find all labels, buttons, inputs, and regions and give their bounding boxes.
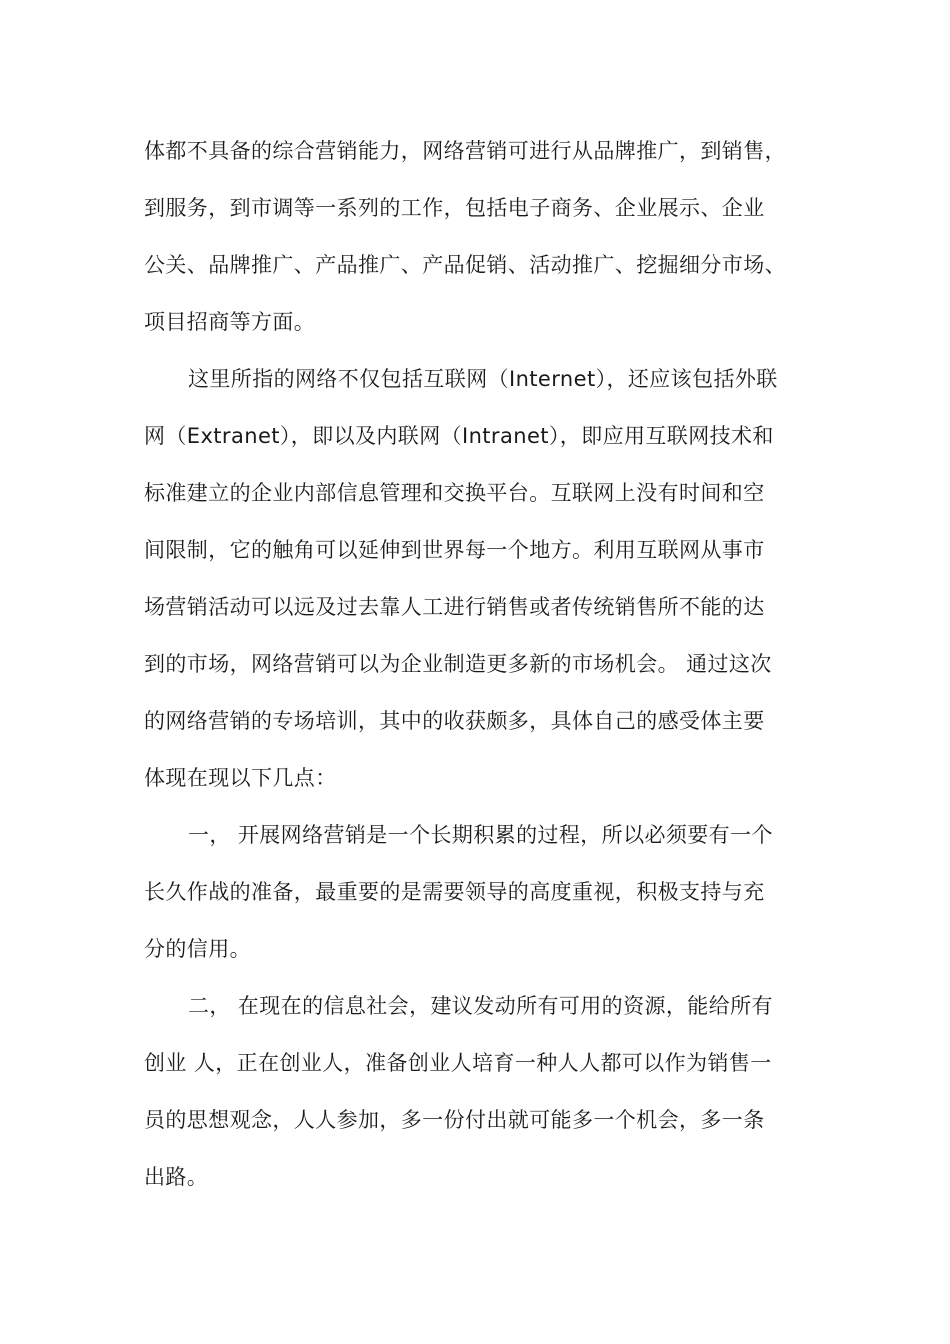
text-line: 间限制，它的触角可以延伸到世界每一个地方。利用互联网从事市: [144, 538, 765, 562]
text-line: 体现在现以下几点：: [144, 766, 337, 790]
text-line: 到的市场，网络营销可以为企业制造更多新的市场机会。 通过这次: [144, 652, 772, 676]
text-line: 体都不具备的综合营销能力，网络营销可进行从品牌推广，到销售，: [144, 139, 786, 163]
text-line: 网（Extranet），即以及内联网（Intranet），即应用互联网技术和: [144, 424, 774, 448]
text-line: 场营销活动可以远及过去靠人工进行销售或者传统销售所不能的达: [144, 595, 765, 619]
text-line: 出路。: [144, 1165, 209, 1189]
text-line: 项目招商等方面。: [144, 310, 316, 334]
text-line: 标准建立的企业内部信息管理和交换平台。互联网上没有时间和空: [144, 481, 765, 505]
text-line: 的网络营销的专场培训，其中的收获颇多，具体自己的感受体主要: [144, 709, 765, 733]
text-line: 分的信用。: [144, 937, 251, 961]
paragraph-first-line: 这里所指的网络不仅包括互联网（Internet），还应该包括外联: [188, 367, 778, 391]
text-line: 公关、品牌推广、产品推广、产品促销、活动推广、挖掘细分市场、: [144, 253, 786, 277]
text-line: 员的思想观念，人人参加，多一份付出就可能多一个机会，多一条: [144, 1108, 765, 1132]
text-line: 长久作战的准备，最重要的是需要领导的高度重视，积极支持与充: [144, 880, 765, 904]
text-line: 创业 人，正在创业人，准备创业人培育一种人人都可以作为销售一: [144, 1051, 772, 1075]
list-item-first-line: 二， 在现在的信息社会，建议发动所有可用的资源，能给所有: [188, 994, 773, 1018]
list-item-first-line: 一， 开展网络营销是一个长期积累的过程，所以必须要有一个: [188, 823, 773, 847]
text-line: 到服务，到市调等一系列的工作，包括电子商务、企业展示、企业: [144, 196, 765, 220]
